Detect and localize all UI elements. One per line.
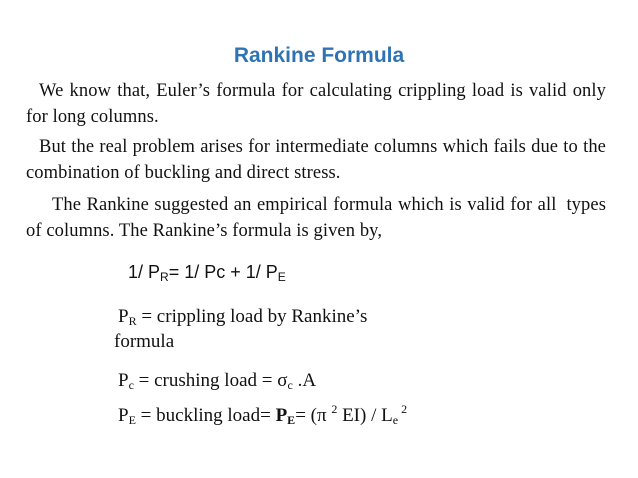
paragraph-intermediate-text: But the real problem arises for intermediate columns which fails due to the combination of buckling and direct stress.	[26, 137, 606, 183]
paragraph-euler	[26, 78, 606, 130]
paragraph-euler-text: We know that, Euler’s formula for calculating crippling load is valid only for long columns.	[26, 81, 606, 127]
definition-pr: $P_R$ = crippling load by Rankine’s	[118, 306, 368, 328]
formula-part-b: = 1/ Pc + 1/ P	[168, 262, 278, 282]
definition-pr-continued: formula	[114, 331, 175, 352]
definition-pe: $P_E$ = buckling load= $P_E= (\pi$ $^2$ $EI) / L_e$ $^2$	[118, 402, 408, 427]
paragraph-rankine	[26, 192, 606, 244]
paragraph-rankine-text-b: types of columns. The Rankine’s formula is given by,	[26, 195, 606, 241]
paragraph-intermediate	[26, 134, 606, 186]
formula-sub-r: R	[160, 270, 169, 284]
paragraph-rankine-text-a: The Rankine suggested an empirical formula which is valid for all	[52, 195, 557, 215]
rankine-formula	[128, 262, 286, 283]
definition-pc: $P_c$ = crushing load = $\sigma_c$ .A	[118, 370, 317, 392]
formula-sub-e: E	[277, 270, 286, 284]
slide-title: Rankine Formula	[233, 44, 405, 67]
formula-part-a: 1/ P	[128, 262, 161, 282]
